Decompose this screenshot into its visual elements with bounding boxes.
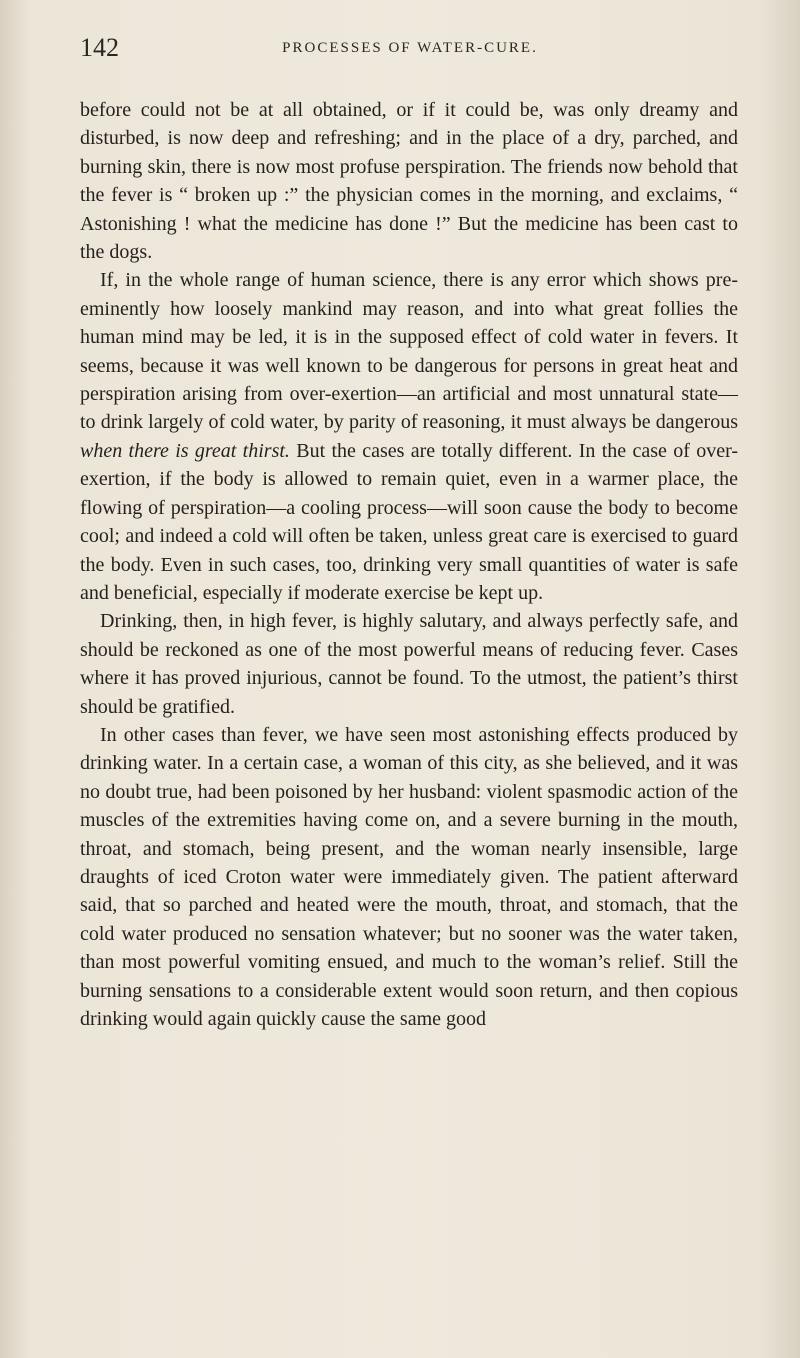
paragraph-1 xyxy=(80,96,738,266)
paragraph-2-text-a: If, in the whole range of human science, there is any error which shows pre-eminently how loosely mankind may reason, and into what great follies the human mind may be led, it is in the supposed effect of cold water in fevers. It seems, because it was well known to be dangerous for persons in great heat and perspiration arising from over-exertion—an artificial and most unnatural state—to drink largely of cold water, by parity of reasoning, it must always be dangerous xyxy=(80,269,738,434)
page-number: 142 xyxy=(80,33,119,62)
running-head: PROCESSES OF WATER-CURE. xyxy=(282,40,538,56)
page-header xyxy=(80,28,740,68)
paragraph-3-text: Drinking, then, in high fever, is highly salutary, and always perfectly safe, and should be reckoned as one of the most powerful means of reducing fever. Cases where it has proved injurious, cannot be found. To the utmost, the patient’s thirst should be gratified. xyxy=(80,610,738,718)
paragraph-4-text: In other cases than fever, we have seen most astonishing effects produced by drinking water. In a certain case, a woman of this city, as she believed, and it was no doubt true, had been poisoned by her husband: violent spasmodic action of the muscles of the extremities having come on, and a severe burning in the mouth, throat, and stomach, being present, and the woman nearly insensible, large draughts of iced Croton water were immediately given. The patient afterward said, that so parched and heated were the mouth, throat, and stomach, that the cold water produced no sensation whatever; but no sooner was the water taken, than most powerful vomiting ensued, and much to the woman’s relief. Still the burning sensations to a considerable extent would soon return, and then copious drinking would again quickly cause the same good xyxy=(80,723,738,1030)
paragraph-2-italic: when there is great thirst. xyxy=(80,439,290,462)
paragraph-2-text-b: But the cases are totally different. In the case of over-exertion, if the body is allowed to remain quiet, even in a warmer place, the flowing of perspiration—a cooling process—will soon cause the body to become cool; and indeed a cold will often be taken, unless great care is exercised to guard the body. Even in such cases, too, drinking very small quantities of water is safe and beneficial, especially if moderate exercise be kept up. xyxy=(80,439,738,604)
paragraph-1-text: before could not be at all obtained, or if it could be, was only dreamy and disturbed, is now deep and refreshing; and in the place of a dry, parched, and burning skin, there is now most profuse perspiration. The friends now behold that the fever is “ broken up :” the physician comes in the morning, and exclaims, “ Astonishing ! what the medicine has done !” But the medicine has been cast to the dogs. xyxy=(80,99,738,264)
body-text xyxy=(80,96,738,1033)
paragraph-3 xyxy=(80,607,738,721)
paragraph-2 xyxy=(80,266,738,607)
paragraph-4 xyxy=(80,721,738,1033)
